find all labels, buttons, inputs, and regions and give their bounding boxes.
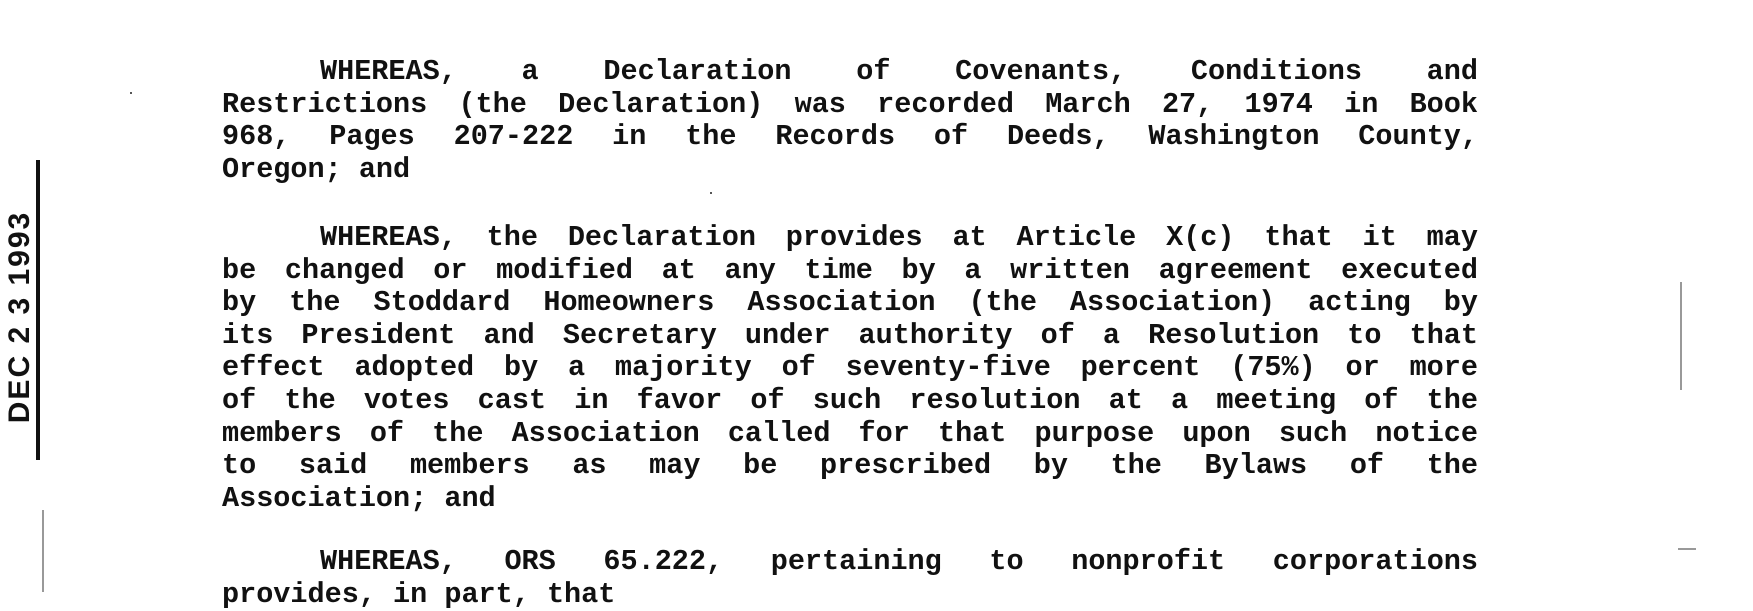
paragraph-line: to said members as may be prescribed by the Bylaws of the	[222, 449, 1478, 483]
paragraph-line: its President and Secretary under authority of a Resolution to that	[222, 318, 1478, 352]
paragraph-line: WHEREAS, ORS 65.222, pertaining to nonprofit corporations	[320, 545, 1478, 578]
whereas-paragraph-1	[222, 56, 1478, 186]
stamp-date-text: DEC 2 3 1993	[3, 210, 36, 424]
paragraph-line: Restrictions (the Declaration) was recorded March 27, 1974 in Book	[222, 87, 1478, 121]
paragraph-line: effect adopted by a majority of seventy-five percent (75%) or more	[222, 351, 1478, 385]
paragraph-line: 968, Pages 207-222 in the Records of Deeds, Washington County,	[222, 120, 1478, 154]
paragraph-line: by the Stoddard Homeowners Association (the Association) acting by	[222, 286, 1478, 320]
paragraph-line: Association; and	[222, 481, 496, 515]
paragraph-line: members of the Association called for that purpose upon such notice	[222, 416, 1478, 450]
paragraph-line: Oregon; and	[222, 152, 411, 186]
scan-edge-mark	[42, 510, 44, 592]
whereas-paragraph-3	[222, 546, 1478, 611]
scan-edge-mark	[1680, 282, 1682, 390]
paragraph-line: be changed or modified at any time by a written agreement executed	[222, 253, 1478, 287]
paragraph-line: of the votes cast in favor of such resolution at a meeting of the	[222, 383, 1478, 417]
scan-speck	[710, 192, 712, 194]
recording-date-stamp	[0, 160, 46, 460]
scan-edge-mark	[1678, 548, 1696, 550]
paragraph-line: provides, in part, that	[222, 577, 616, 611]
paragraph-line: WHEREAS, the Declaration provides at Article X(c) that it may	[320, 221, 1478, 254]
paragraph-line: WHEREAS, a Declaration of Covenants, Conditions and	[320, 55, 1478, 88]
whereas-paragraph-2	[222, 222, 1478, 515]
scan-speck	[130, 92, 132, 94]
